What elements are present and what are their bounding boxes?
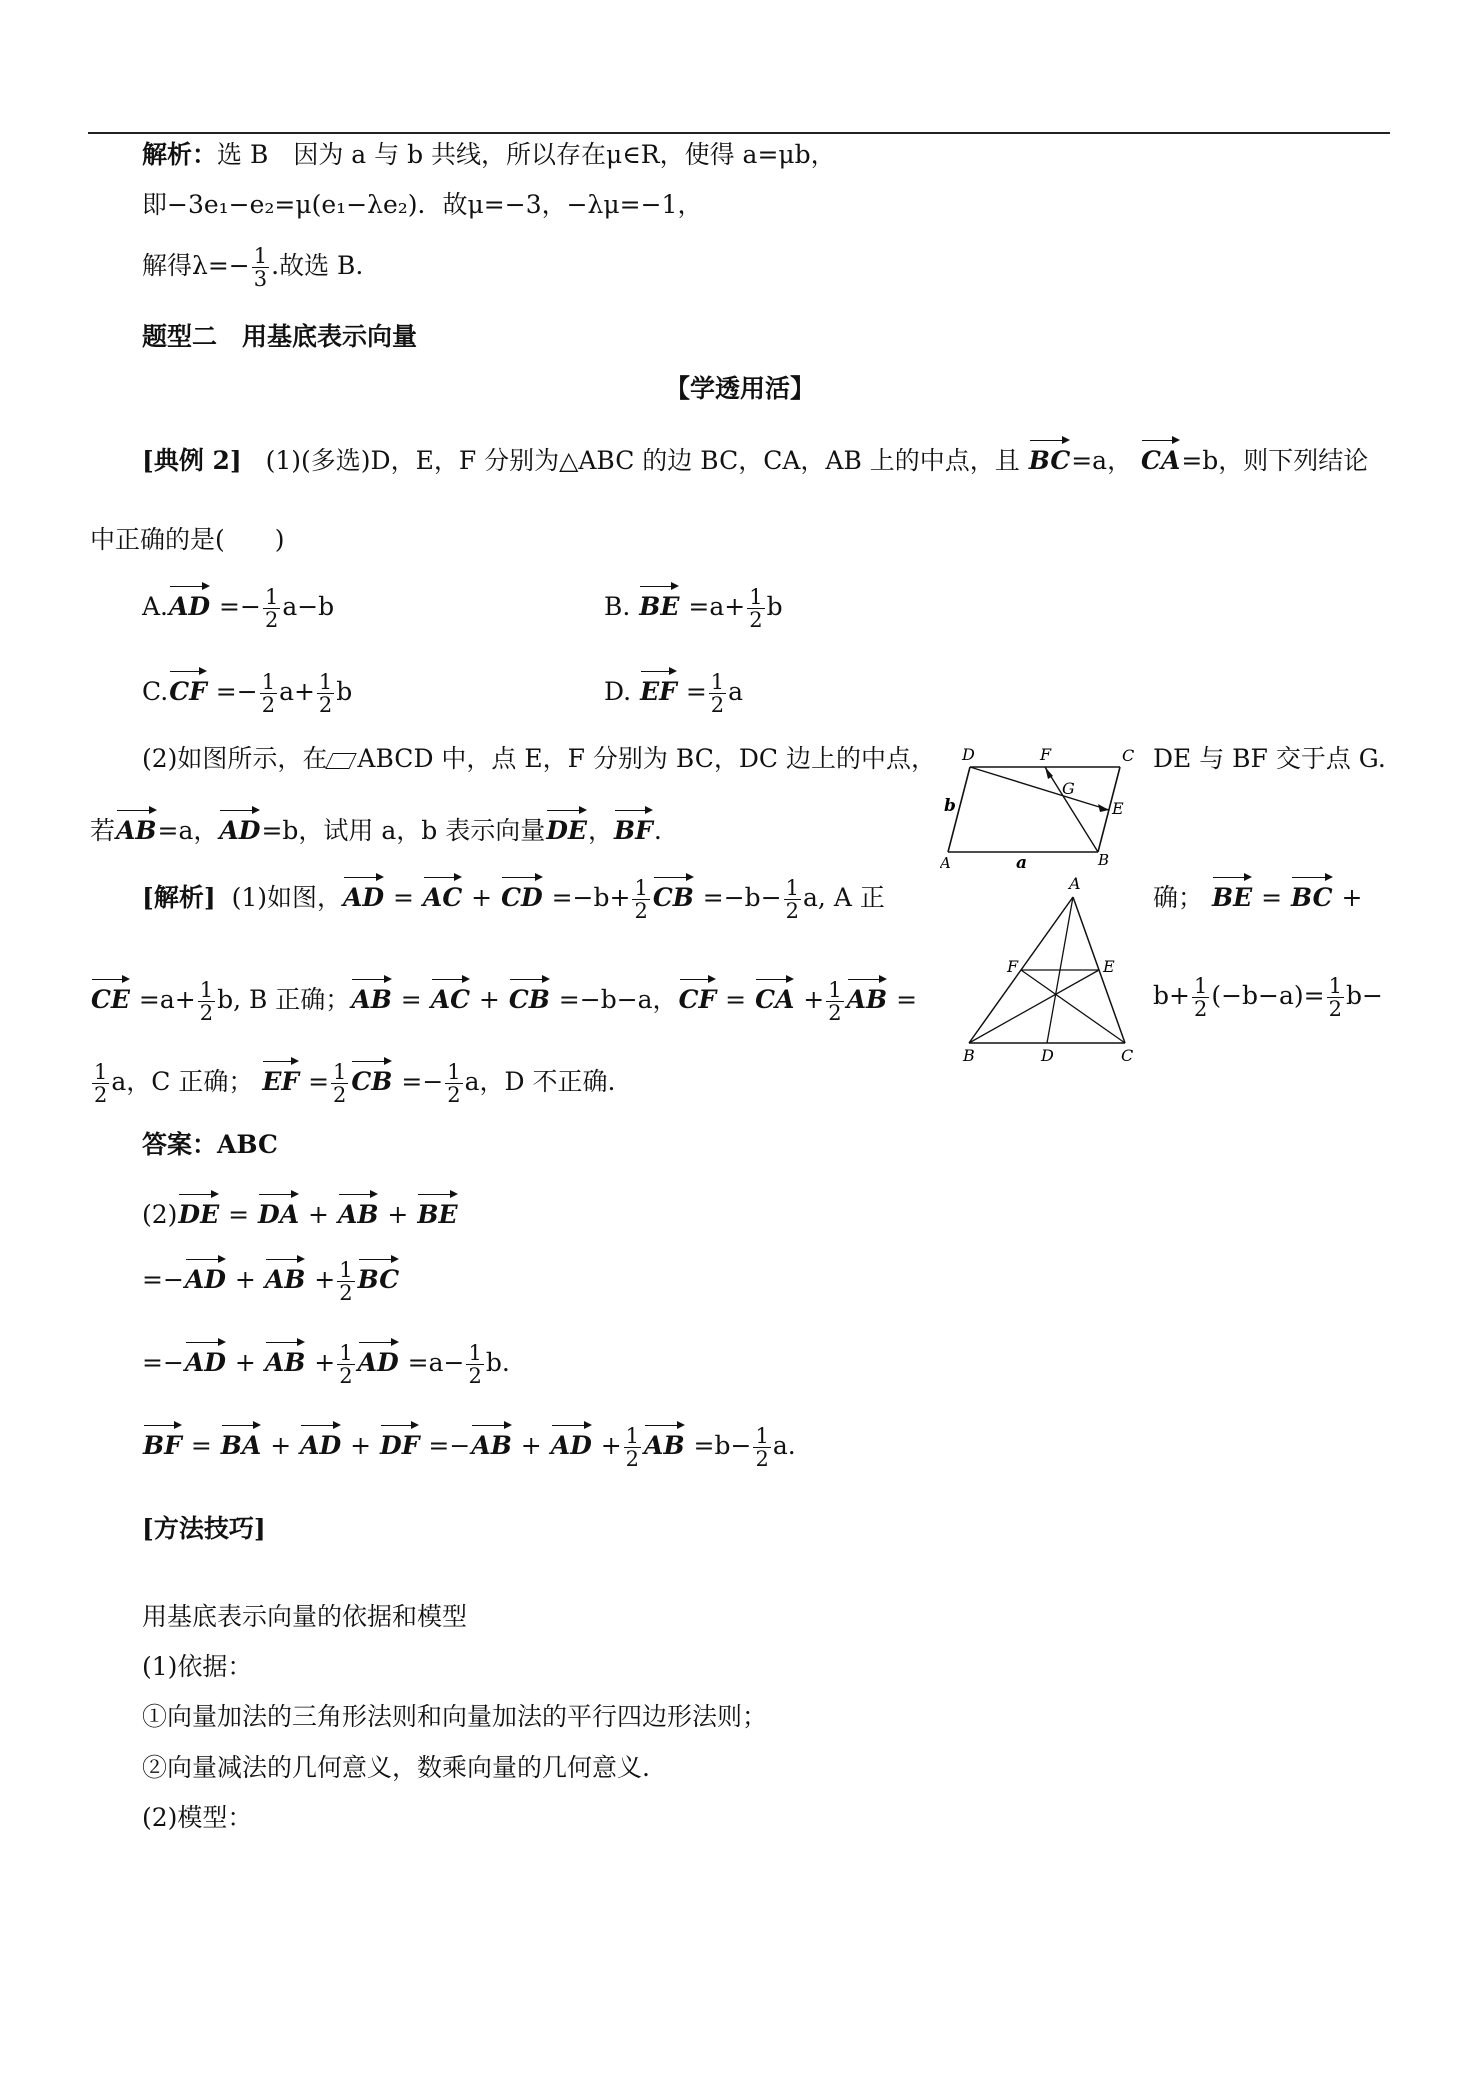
solution-label: 解析： [142,140,218,169]
learn-title: 【学透用活】 [664,374,815,403]
fig2-label-f: F [1007,957,1019,976]
derivation-line-1: (2)DE = DA + AB + BE [142,1190,459,1232]
fig2-label-a: A [1069,875,1081,893]
method-point-4: (2)模型： [142,1803,253,1832]
header-rule [88,132,1390,134]
fig2-line-cf [1021,970,1125,1043]
fig1-label-c: C [1122,746,1135,765]
option-b: B. BE =a+ $\frac{1}{2}$ b [604,582,783,631]
fig1-label-e: E [1112,799,1124,818]
question-2-line-1-right: DE 与 BF 交于点 G. [1153,744,1386,773]
triangle-figure [955,875,1155,1065]
analysis-line-1-right: 确； BE = BC + [1153,873,1362,915]
option-c: C.CF =− $\frac{1}{2}$ a+ $\frac{1}{2}$ b [142,667,352,716]
fig2-label-b: B [963,1046,975,1065]
fig1-label-a: A [940,854,951,872]
fig1-arrow-e [1098,804,1109,812]
fig2-label-d: D [1041,1046,1054,1065]
prev-solution-line-2: 即−3e₁−e₂=μ(e₁−λe₂)．故μ=−3，−λμ=−1， [142,190,703,219]
fig1-label-a-vector: a [1016,853,1028,872]
analysis-line-2-right: b+ $\frac{1}{2}$ (−b−a)= $\frac{1}{2}$ b− [1153,974,1383,1021]
parallelogram-figure [940,742,1140,872]
method-point-2: ①向量加法的三角形法则和向量加法的平行四边形法则； [142,1702,768,1731]
example-label: [典例 2] [142,446,242,475]
derivation-line-3: =−AD + AB + $\frac{1}{2}$ AD =a− $\frac{1}{2}$ b. [142,1338,510,1387]
method-title: [方法技巧] [142,1514,266,1543]
prev-solution-line-1: 解析：选 B 因为 a 与 b 共线，所以存在μ∈R，使得 a=μb， [142,140,836,169]
analysis-label: [解析] [142,883,216,912]
fig2-label-e: E [1103,957,1115,976]
derivation-line-4: BF = BA + AD + DF =−AB + AD + $\frac{1}{2}$ AB =b− $\frac{1}{2}$ a. [142,1421,796,1470]
fig1-label-f: F [1040,745,1052,764]
section-title: 题型二 用基底表示向量 [142,322,418,351]
fig1-label-b-vector: b [944,796,956,816]
method-point-3: ②向量减法的几何意义，数乘向量的几何意义. [142,1753,650,1782]
example-question-line-2: 中正确的是( ) [90,525,285,554]
derivation-line-2: =−AD + AB + $\frac{1}{2}$ BC [142,1255,400,1304]
option-a: A.AD =− $\frac{1}{2}$ a−b [142,582,334,631]
method-heading: 用基底表示向量的依据和模型 [142,1602,468,1631]
analysis-line-2: CE =a+ $\frac{1}{2}$ b, B 正确；AB = AC + CB =−b−a，CF = CA + $\frac{1}{2}$ AB = [90,975,917,1024]
parallelogram-icon [326,753,357,769]
method-point-1: (1)依据： [142,1652,253,1681]
fig2-line-be [969,970,1099,1043]
question-2-line-2: 若AB=a，AD=b，试用 a，b 表示向量DE，BF. [90,806,662,848]
analysis-line-1: [解析] (1)如图，AD = AC + CD =−b+ $\frac{1}{2}$ CB =−b− $\frac{1}{2}$ a, A 正 [142,873,885,922]
fig1-label-b: B [1098,851,1110,869]
fig1-line-de [970,767,1109,810]
analysis-line-3: $\frac{1}{2}$ a，C 正确； EF = $\frac{1}{2}$ CB =− $\frac{1}{2}$ a，D 不正确. [90,1057,616,1106]
question-2-line-1: (2)如图所示，在 ABCD 中，点 E，F 分别为 BC，DC 边上的中点， [142,744,936,773]
option-d: D. EF = $\frac{1}{2}$ a [604,667,743,716]
fig1-label-d: D [962,745,975,764]
fig2-label-c: C [1121,1046,1134,1065]
fig1-label-g: G [1062,779,1075,798]
answer-line: 答案：ABC [142,1130,278,1159]
example-question-line-1: [典例 2] (1)(多选)D，E，F 分别为△ABC 的边 BC，CA，AB 上的中点，且 BC=a， CA=b，则下列结论 [142,436,1368,478]
prev-solution-line-3: 解得λ=− $\frac{1}{3}$ .故选 B. [142,244,364,291]
